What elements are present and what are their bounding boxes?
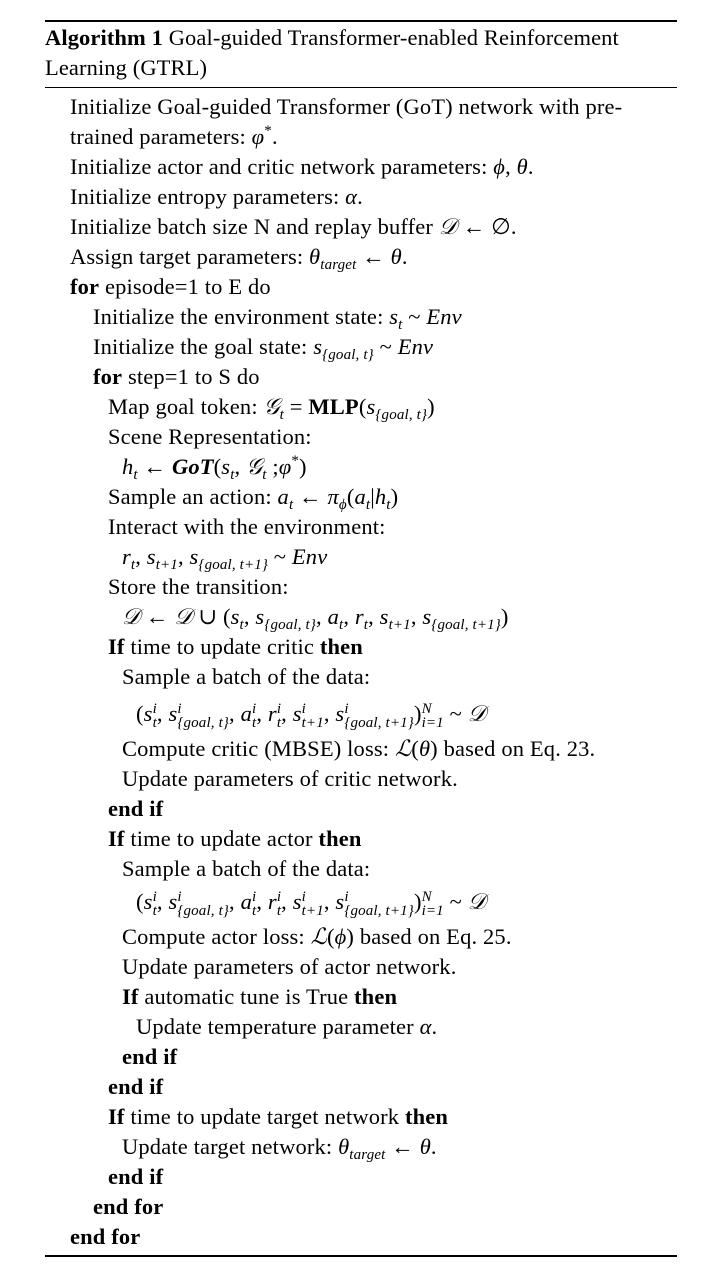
keyword: for bbox=[70, 274, 100, 299]
line-end-for-episode: end for bbox=[70, 1224, 141, 1249]
line-if-actor bbox=[108, 824, 362, 854]
line-init-got: Initialize Goal-guided Transformer (GoT) network with pre- bbox=[70, 94, 623, 119]
keyword: If bbox=[122, 984, 139, 1009]
sub: target bbox=[320, 257, 357, 273]
keyword: for bbox=[93, 364, 123, 389]
sub: target bbox=[349, 1147, 386, 1163]
line-store-equation: 𝒟 ← 𝒟 ∪ ($s_t$, $s_{\{goal, t\}}$, $a_t$, $r_t$, $s_{t+1}$, $s_{\{goal, t+1\}}$) bbox=[122, 604, 509, 633]
text: time to update target network bbox=[124, 1104, 405, 1129]
sub: {goal, t} bbox=[177, 902, 230, 919]
text: Assign target parameters: bbox=[70, 244, 310, 269]
keyword: then bbox=[319, 634, 363, 659]
keyword: then bbox=[404, 1104, 449, 1129]
line-update-actor: Update parameters of actor network. bbox=[122, 954, 457, 979]
text: based on Eq. 25. bbox=[354, 924, 512, 949]
sub: {goal, t+1} bbox=[344, 902, 414, 919]
line-update-target: Update target network: $\theta_{target}$ ← θ. bbox=[122, 1134, 437, 1163]
line-scene-equation: $h_t$ ← $GoT(s_t$, 𝒢$_t$ ;φ*) bbox=[122, 453, 307, 483]
text: Map goal token: bbox=[108, 394, 264, 419]
text: episode=1 to E do bbox=[99, 274, 271, 299]
keyword: If bbox=[108, 826, 125, 851]
line-init-got-params: trained parameters: φ*. bbox=[70, 123, 278, 149]
text: Initialize entropy parameters: bbox=[70, 184, 346, 209]
line-scene-representation: Scene Representation: bbox=[108, 424, 312, 449]
text: automatic tune is True bbox=[138, 984, 355, 1009]
line-sample-batch-critic: Sample a batch of the data: bbox=[122, 664, 371, 689]
line-map-goal-token: Map goal token: 𝒢$_t$ = $MLP(s_{\{goal, t\}})$ bbox=[108, 394, 435, 423]
text: based on Eq. 23. bbox=[437, 736, 596, 761]
env: Env bbox=[426, 304, 462, 329]
text: Sample an action: bbox=[108, 484, 278, 509]
text: time to update critic bbox=[124, 634, 320, 659]
mlp: MLP bbox=[308, 394, 359, 419]
keyword: then bbox=[318, 826, 362, 851]
line-end-if-auto-tune: end if bbox=[122, 1044, 178, 1069]
algorithm-label: Algorithm 1 bbox=[45, 25, 163, 50]
line-if-auto-tune bbox=[122, 982, 397, 1012]
algorithm-title: Goal-guided Transformer-enabled Reinforcement bbox=[168, 25, 619, 50]
line-critic-loss: Compute critic (MBSE) loss: ℒ(θ) based on Eq. 23. bbox=[122, 736, 596, 761]
line-init-entropy: Initialize entropy parameters: α. bbox=[70, 184, 363, 209]
bottom-rule bbox=[45, 1255, 677, 1257]
text: Initialize actor and critic network parameters: bbox=[70, 154, 494, 179]
line-end-if-critic: end if bbox=[108, 796, 164, 821]
text: Compute actor loss: bbox=[122, 924, 311, 949]
line-init-goal-state: Initialize the goal state: $s_{\{goal, t\}}$ ~ Env bbox=[93, 334, 434, 363]
line-init-actor-critic: Initialize actor and critic network parameters: ϕ, θ. bbox=[70, 154, 534, 179]
line-end-if-target: end if bbox=[108, 1164, 164, 1189]
keyword: If bbox=[108, 634, 125, 659]
text: Update target network: bbox=[122, 1134, 339, 1159]
text: Initialize the goal state: bbox=[93, 334, 314, 359]
sub: {goal, t} bbox=[322, 347, 374, 363]
line-update-critic: Update parameters of critic network. bbox=[122, 766, 458, 791]
line-assign-target: Assign target parameters: $\theta_{target}$ ← θ. bbox=[70, 244, 408, 273]
text: Initialize batch size N and replay buffer bbox=[70, 214, 439, 239]
text: time to update actor bbox=[124, 826, 319, 851]
caption-rule bbox=[45, 87, 677, 88]
line-batch-equation-critic: (s i t , s i {goal, t} , a i t , r i t , s i t+1 , s i {goal, t+1} ) N i=1 ~ 𝒟 bbox=[136, 700, 486, 731]
got: GoT bbox=[171, 454, 214, 479]
line-sample-action: Sample an action: $a_t$ ← $\pi_\phi(a_t|h_t)$ bbox=[108, 484, 399, 513]
keyword: then bbox=[354, 984, 398, 1009]
sub: {goal, t+1} bbox=[344, 714, 414, 731]
line-sample-batch-actor: Sample a batch of the data: bbox=[122, 856, 371, 881]
text: Update temperature parameter bbox=[136, 1014, 420, 1039]
sub: {goal, t} bbox=[375, 407, 428, 423]
line-end-if-actor: end if bbox=[108, 1074, 164, 1099]
text: trained parameters: bbox=[70, 124, 252, 149]
line-batch-equation-actor: (s i t , s i {goal, t} , a i t , r i t , s i t+1 , s i {goal, t+1} ) N i=1 ~ 𝒟 bbox=[136, 888, 486, 919]
sub: {goal, t+1} bbox=[198, 557, 269, 573]
line-init-buffer: Initialize batch size N and replay buffer 𝒟 ← ∅. bbox=[70, 214, 517, 239]
line-if-target bbox=[108, 1102, 448, 1132]
sub: {goal, t+1} bbox=[431, 617, 501, 633]
line-if-critic bbox=[108, 632, 363, 662]
line-for-episode bbox=[70, 272, 271, 302]
text: step=1 to S do bbox=[122, 364, 260, 389]
line-store-transition: Store the transition: bbox=[108, 574, 289, 599]
line-interact-equation: $r_t$, $s_{t+1}$, $s_{\{goal, t+1\}}$ ~ Env bbox=[122, 544, 328, 573]
keyword: If bbox=[108, 1104, 125, 1129]
caption-line-1 bbox=[45, 23, 619, 53]
sub: {goal, t} bbox=[177, 714, 230, 731]
caption-line-2: Learning (GTRL) bbox=[45, 55, 208, 80]
env: Env bbox=[397, 334, 434, 359]
top-rule bbox=[45, 20, 677, 22]
env: Env bbox=[291, 544, 328, 569]
line-update-temperature: Update temperature parameter α. bbox=[136, 1014, 438, 1039]
text: Compute critic (MBSE) loss: bbox=[122, 736, 395, 761]
line-init-env-state: Initialize the environment state: $s_t$ ~ Env bbox=[93, 304, 462, 333]
line-interact: Interact with the environment: bbox=[108, 514, 386, 539]
text: Initialize the environment state: bbox=[93, 304, 390, 329]
line-for-step bbox=[93, 362, 260, 392]
sub: {goal, t} bbox=[264, 617, 317, 633]
line-actor-loss: Compute actor loss: ℒ(ϕ) based on Eq. 25. bbox=[122, 924, 512, 949]
line-end-for-step: end for bbox=[93, 1194, 164, 1219]
